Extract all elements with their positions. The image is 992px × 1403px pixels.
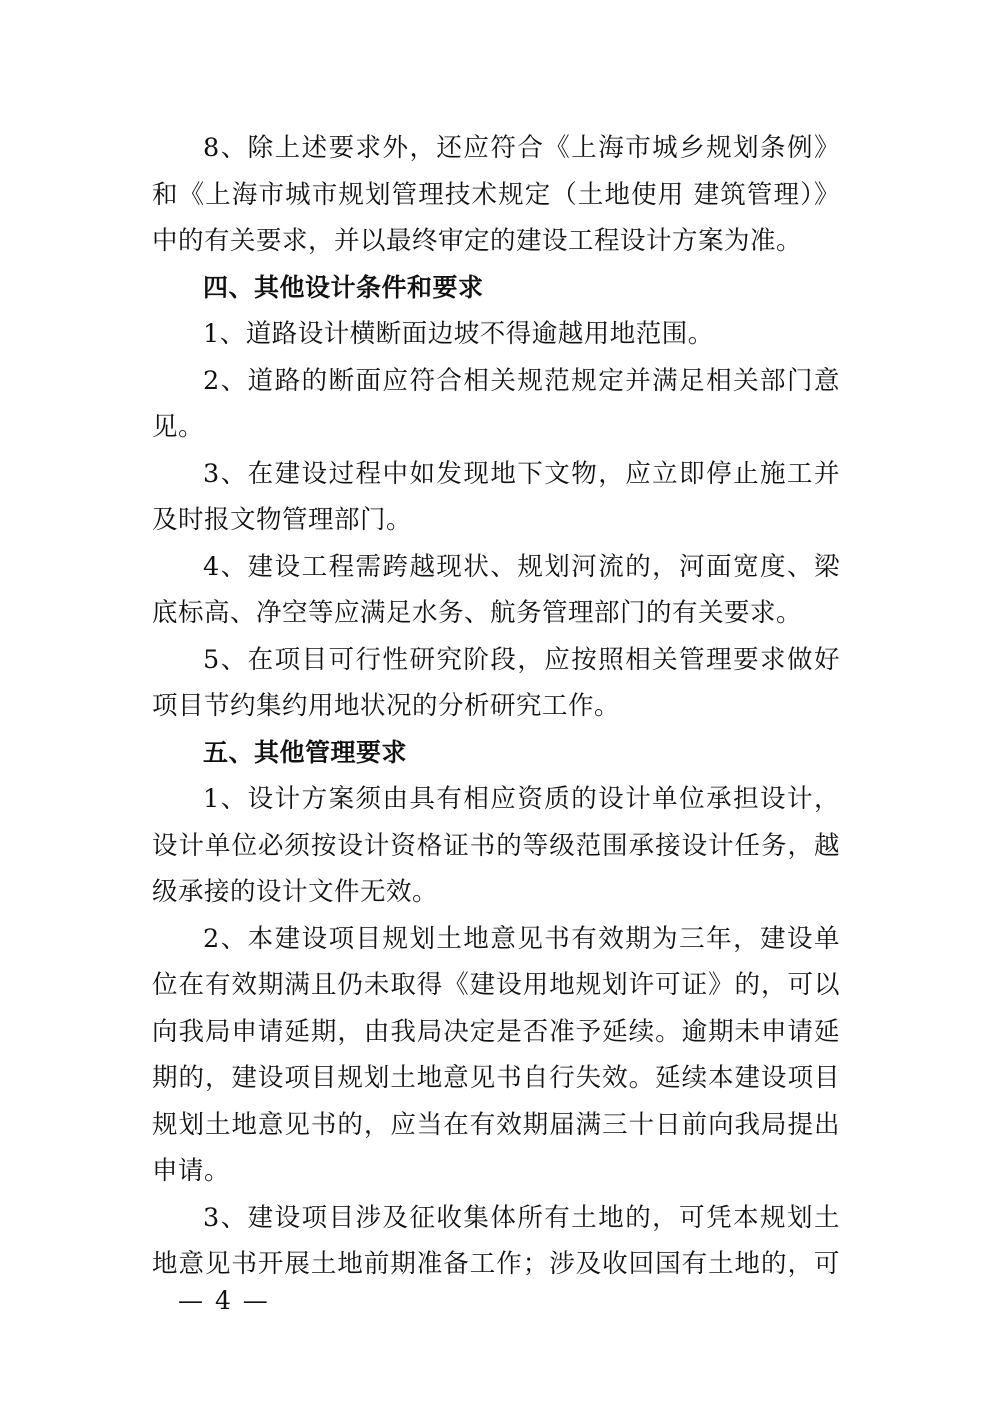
text-line: 1、设计方案须由具有相应资质的设计单位承担设计， bbox=[203, 784, 840, 814]
text-line: 地意见书开展土地前期准备工作；涉及收回国有土地的，可 bbox=[152, 1249, 840, 1279]
text-line: 底标高、净空等应满足水务、航务管理部门的有关要求。 bbox=[152, 598, 803, 628]
text-line: 5、在项目可行性研究阶段，应按照相关管理要求做好 bbox=[203, 644, 840, 675]
text-line: 规划土地意见书的，应当在有效期届满三十日前向我局提出 bbox=[152, 1109, 840, 1140]
text-line: 4、建设工程需跨越现状、规划河流的，河面宽度、梁 bbox=[203, 551, 840, 582]
paragraph bbox=[152, 544, 840, 637]
text-line: 向我局申请延期，由我局决定是否准予延续。逾期未申请延 bbox=[152, 1016, 840, 1047]
text-line: 3、建设项目涉及征收集体所有土地的，可凭本规划土 bbox=[203, 1202, 840, 1233]
text-line: 中的有关要求，并以最终审定的建设工程设计方案为准。 bbox=[152, 226, 803, 256]
paragraph bbox=[152, 776, 840, 916]
page-number: — 4 — bbox=[178, 1286, 270, 1315]
text-line: 1、道路设计横断面边坡不得逾越用地范围。 bbox=[203, 319, 714, 349]
text-line: 3、在建设过程中如发现地下文物，应立即停止施工并 bbox=[203, 458, 840, 489]
text-line: 位在有效期满且仍未取得《建设用地规划许可证》的，可以 bbox=[152, 970, 840, 1000]
text-line: 及时报文物管理部门。 bbox=[152, 505, 413, 535]
text-line: 和《上海市城市规划管理技术规定（土地使用 建筑管理）》 bbox=[152, 179, 840, 210]
text-line: 设计单位必须按设计资格证书的等级范围承接设计任务，越 bbox=[152, 830, 840, 861]
section-heading: 四、其他设计条件和要求 bbox=[203, 272, 484, 302]
document-body bbox=[152, 125, 840, 1288]
paragraph bbox=[152, 125, 840, 265]
section-heading: 五、其他管理要求 bbox=[203, 737, 408, 767]
paragraph bbox=[152, 358, 840, 451]
text-line: 级承接的设计文件无效。 bbox=[152, 877, 439, 907]
paragraph bbox=[152, 1195, 840, 1288]
paragraph bbox=[152, 311, 840, 358]
text-line: 2、道路的断面应符合相关规范规定并满足相关部门意 bbox=[203, 365, 840, 396]
paragraph bbox=[152, 451, 840, 544]
text-line: 期的，建设项目规划土地意见书自行失效。延续本建设项目 bbox=[152, 1063, 840, 1093]
text-line: 见。 bbox=[152, 412, 205, 442]
text-line: 申请。 bbox=[152, 1156, 231, 1186]
text-line: 8、除上述要求外，还应符合《上海市城乡规划条例》 bbox=[203, 133, 840, 163]
text-line: 项目节约集约用地状况的分析研究工作。 bbox=[152, 691, 621, 721]
paragraph bbox=[152, 916, 840, 1195]
paragraph bbox=[152, 637, 840, 730]
text-line: 2、本建设项目规划土地意见书有效期为三年，建设单 bbox=[203, 923, 840, 954]
